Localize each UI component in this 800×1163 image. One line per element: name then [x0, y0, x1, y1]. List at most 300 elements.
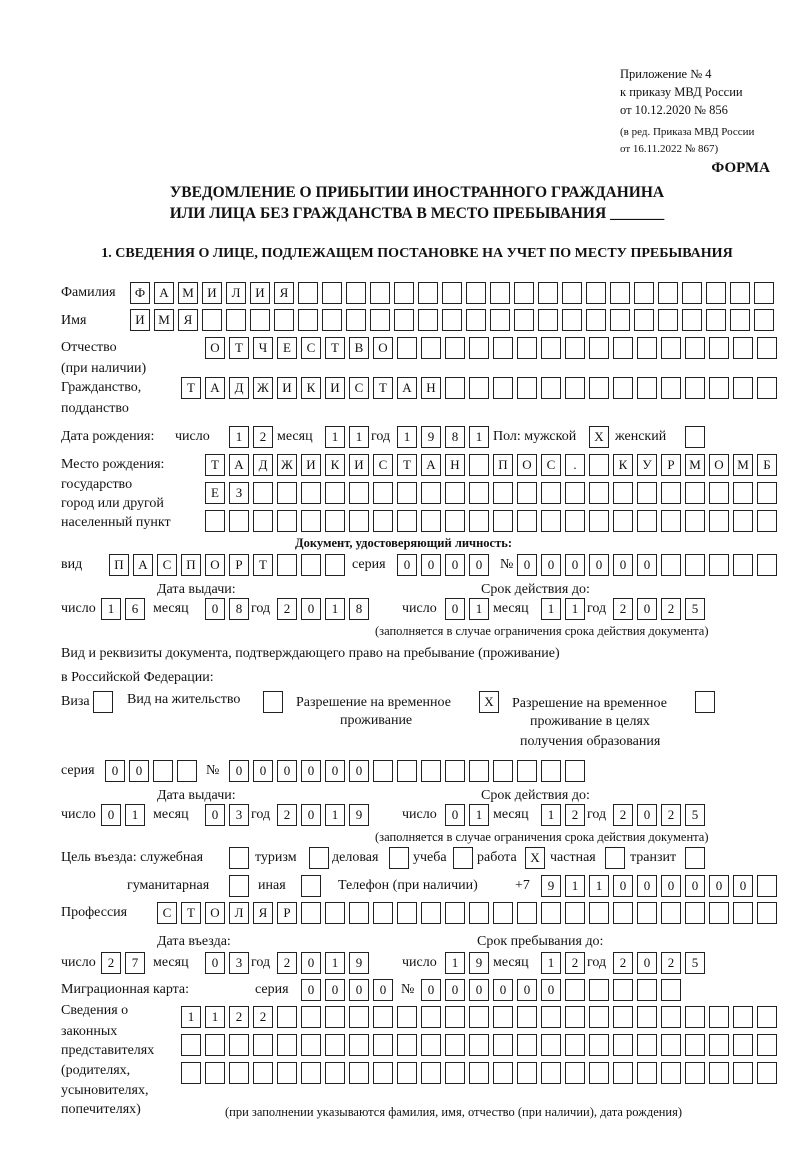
field-citizenship-cell[interactable]	[685, 377, 705, 399]
field-surname-cell[interactable]: Я	[274, 282, 294, 304]
field-birth-year-cell[interactable]: 9	[421, 426, 441, 448]
field-reps-row2-cell[interactable]	[517, 1034, 537, 1056]
field-citizenship-cell[interactable]	[757, 377, 777, 399]
field-citizenship-cell[interactable]: И	[277, 377, 297, 399]
field-patronymic-cell[interactable]	[493, 337, 513, 359]
field-id-number-cell[interactable]: 0	[637, 554, 657, 576]
field-id-series-cell[interactable]: 0	[421, 554, 441, 576]
field-name-cell[interactable]	[250, 309, 270, 331]
field-mc-series-cell[interactable]: 0	[301, 979, 321, 1001]
field-mc-number-cell[interactable]	[637, 979, 657, 1001]
field-birthplace-row1-cell[interactable]: С	[541, 454, 561, 476]
field-id-issue-month-cell[interactable]: 0	[205, 598, 225, 620]
field-name-cell[interactable]	[706, 309, 726, 331]
field-surname-cell[interactable]	[610, 282, 630, 304]
field-birth-year-cell[interactable]: 1	[397, 426, 417, 448]
field-surname-cell[interactable]	[586, 282, 606, 304]
field-patronymic-cell[interactable]	[733, 337, 753, 359]
field-reps-row2-cell[interactable]	[469, 1034, 489, 1056]
field-name-cell[interactable]	[682, 309, 702, 331]
field-reps-row2-cell[interactable]	[301, 1034, 321, 1056]
field-entry-day-cell[interactable]: 2	[101, 952, 121, 974]
field-reps-row1-cell[interactable]	[637, 1006, 657, 1028]
field-stay-issue-year-cell[interactable]: 1	[325, 804, 345, 826]
field-reps-row3-cell[interactable]	[445, 1062, 465, 1084]
field-id-kind-cell[interactable]	[301, 554, 321, 576]
field-entry-day-cell[interactable]: 7	[125, 952, 145, 974]
field-name-cell[interactable]	[538, 309, 558, 331]
field-name-cell[interactable]: Я	[178, 309, 198, 331]
field-profession-cell[interactable]: Р	[277, 902, 297, 924]
field-surname-cell[interactable]	[298, 282, 318, 304]
field-surname-cell[interactable]: Ф	[130, 282, 150, 304]
field-name-cell[interactable]	[442, 309, 462, 331]
field-birthplace-row2-cell[interactable]: З	[229, 482, 249, 504]
field-birthplace-row1-cell[interactable]: О	[709, 454, 729, 476]
field-birthplace-row3-cell[interactable]	[445, 510, 465, 532]
field-reps-row3-cell[interactable]	[661, 1062, 681, 1084]
field-profession-cell[interactable]	[397, 902, 417, 924]
field-citizenship-cell[interactable]	[637, 377, 657, 399]
field-name-cell[interactable]	[562, 309, 582, 331]
field-citizenship-cell[interactable]: С	[349, 377, 369, 399]
field-reps-row1-cell[interactable]	[421, 1006, 441, 1028]
field-patronymic-cell[interactable]: О	[373, 337, 393, 359]
field-stay-series-cell[interactable]: 0	[105, 760, 125, 782]
field-id-number-cell[interactable]	[733, 554, 753, 576]
field-entry-year-cell[interactable]: 9	[349, 952, 369, 974]
field-stay-issue-year-cell[interactable]: 9	[349, 804, 369, 826]
field-birth-year-cell[interactable]: 8	[445, 426, 465, 448]
field-birthplace-row1-cell[interactable]: А	[229, 454, 249, 476]
field-birthplace-row3-cell[interactable]	[253, 510, 273, 532]
field-birthplace-row3-cell[interactable]	[373, 510, 393, 532]
field-profession-cell[interactable]	[541, 902, 561, 924]
field-reps-row2-cell[interactable]	[421, 1034, 441, 1056]
field-birth-day-cell[interactable]: 2	[253, 426, 273, 448]
field-phone-cell[interactable]: 0	[709, 875, 729, 897]
field-name-cell[interactable]: М	[154, 309, 174, 331]
field-phone-cell[interactable]: 1	[589, 875, 609, 897]
field-birthplace-row2-cell[interactable]	[445, 482, 465, 504]
field-reps-row2-cell[interactable]	[709, 1034, 729, 1056]
field-birthplace-row3-cell[interactable]	[709, 510, 729, 532]
field-patronymic-cell[interactable]: Ч	[253, 337, 273, 359]
field-phone-cell[interactable]: 0	[661, 875, 681, 897]
field-mc-series-cell[interactable]: 0	[373, 979, 393, 1001]
field-surname-cell[interactable]	[490, 282, 510, 304]
field-surname-cell[interactable]	[346, 282, 366, 304]
field-citizenship-cell[interactable]	[709, 377, 729, 399]
field-reps-row3-cell[interactable]	[205, 1062, 225, 1084]
field-stay-valid-day-cell[interactable]: 0	[445, 804, 465, 826]
field-profession-cell[interactable]: Я	[253, 902, 273, 924]
field-patronymic-cell[interactable]	[613, 337, 633, 359]
field-id-valid-month-cell[interactable]: 1	[565, 598, 585, 620]
field-profession-cell[interactable]	[349, 902, 369, 924]
field-reps-row3-cell[interactable]	[517, 1062, 537, 1084]
field-name-cell[interactable]	[610, 309, 630, 331]
field-birthplace-row1-cell[interactable]: Д	[253, 454, 273, 476]
field-stay-issue-month-cell[interactable]: 3	[229, 804, 249, 826]
field-birthplace-row2-cell[interactable]	[277, 482, 297, 504]
field-reps-row1-cell[interactable]	[613, 1006, 633, 1028]
field-surname-cell[interactable]	[322, 282, 342, 304]
field-id-number-cell[interactable]: 0	[589, 554, 609, 576]
field-id-issue-year-cell[interactable]: 8	[349, 598, 369, 620]
field-id-number-cell[interactable]: 0	[565, 554, 585, 576]
field-citizenship-cell[interactable]	[589, 377, 609, 399]
field-id-issue-month-cell[interactable]: 8	[229, 598, 249, 620]
field-name-cell[interactable]	[586, 309, 606, 331]
field-stay-valid-year-cell[interactable]: 0	[637, 804, 657, 826]
field-surname-cell[interactable]: А	[154, 282, 174, 304]
field-purpose-business-cell[interactable]	[389, 847, 409, 869]
field-profession-cell[interactable]	[373, 902, 393, 924]
field-reps-row2-cell[interactable]	[181, 1034, 201, 1056]
field-birthplace-row2-cell[interactable]	[637, 482, 657, 504]
field-profession-cell[interactable]: Л	[229, 902, 249, 924]
field-birthplace-row2-cell[interactable]	[493, 482, 513, 504]
field-reps-row1-cell[interactable]	[301, 1006, 321, 1028]
field-surname-cell[interactable]	[706, 282, 726, 304]
field-patronymic-cell[interactable]: Е	[277, 337, 297, 359]
field-reps-row1-cell[interactable]: 2	[229, 1006, 249, 1028]
field-doc-temp-cell[interactable]: X	[479, 691, 499, 713]
field-birthplace-row1-cell[interactable]: Р	[661, 454, 681, 476]
field-birthplace-row3-cell[interactable]	[613, 510, 633, 532]
field-surname-cell[interactable]	[730, 282, 750, 304]
field-stay-number-cell[interactable]: 0	[229, 760, 249, 782]
field-name-cell[interactable]	[370, 309, 390, 331]
field-until-month-cell[interactable]: 1	[541, 952, 561, 974]
field-phone-cell[interactable]: 0	[733, 875, 753, 897]
field-patronymic-cell[interactable]: Т	[325, 337, 345, 359]
field-surname-cell[interactable]: И	[202, 282, 222, 304]
field-birthplace-row2-cell[interactable]	[469, 482, 489, 504]
field-reps-row3-cell[interactable]	[613, 1062, 633, 1084]
field-profession-cell[interactable]	[589, 902, 609, 924]
field-profession-cell[interactable]	[421, 902, 441, 924]
field-birthplace-row3-cell[interactable]	[325, 510, 345, 532]
field-birthplace-row3-cell[interactable]	[229, 510, 249, 532]
field-purpose-service-cell[interactable]	[229, 847, 249, 869]
field-birthplace-row2-cell[interactable]	[757, 482, 777, 504]
field-id-issue-year-cell[interactable]: 1	[325, 598, 345, 620]
field-id-number-cell[interactable]: 0	[541, 554, 561, 576]
field-reps-row1-cell[interactable]	[517, 1006, 537, 1028]
field-birthplace-row3-cell[interactable]	[517, 510, 537, 532]
field-purpose-other-cell[interactable]	[301, 875, 321, 897]
field-patronymic-cell[interactable]	[757, 337, 777, 359]
field-profession-cell[interactable]	[637, 902, 657, 924]
field-reps-row1-cell[interactable]: 2	[253, 1006, 273, 1028]
field-birth-day-cell[interactable]: 1	[229, 426, 249, 448]
field-birthplace-row2-cell[interactable]	[373, 482, 393, 504]
field-birthplace-row3-cell[interactable]	[565, 510, 585, 532]
field-patronymic-cell[interactable]	[661, 337, 681, 359]
field-birthplace-row2-cell[interactable]	[589, 482, 609, 504]
field-birthplace-row3-cell[interactable]	[349, 510, 369, 532]
field-birthplace-row3-cell[interactable]	[205, 510, 225, 532]
field-reps-row1-cell[interactable]	[397, 1006, 417, 1028]
field-patronymic-cell[interactable]: О	[205, 337, 225, 359]
field-reps-row2-cell[interactable]	[757, 1034, 777, 1056]
field-stay-series-cell[interactable]	[153, 760, 173, 782]
field-reps-row3-cell[interactable]	[469, 1062, 489, 1084]
field-mc-number-cell[interactable]: 0	[517, 979, 537, 1001]
field-stay-valid-year-cell[interactable]: 5	[685, 804, 705, 826]
field-id-series-cell[interactable]: 0	[469, 554, 489, 576]
field-profession-cell[interactable]	[757, 902, 777, 924]
field-birthplace-row1-cell[interactable]: С	[373, 454, 393, 476]
field-name-cell[interactable]	[634, 309, 654, 331]
field-reps-row3-cell[interactable]	[493, 1062, 513, 1084]
field-reps-row3-cell[interactable]	[709, 1062, 729, 1084]
field-reps-row3-cell[interactable]	[421, 1062, 441, 1084]
field-birthplace-row3-cell[interactable]	[589, 510, 609, 532]
field-reps-row2-cell[interactable]	[349, 1034, 369, 1056]
field-reps-row2-cell[interactable]	[637, 1034, 657, 1056]
field-reps-row1-cell[interactable]	[733, 1006, 753, 1028]
field-stay-issue-day-cell[interactable]: 0	[101, 804, 121, 826]
field-citizenship-cell[interactable]: Ж	[253, 377, 273, 399]
field-reps-row3-cell[interactable]	[301, 1062, 321, 1084]
field-citizenship-cell[interactable]: Т	[181, 377, 201, 399]
field-birth-year-cell[interactable]: 1	[469, 426, 489, 448]
field-citizenship-cell[interactable]: Н	[421, 377, 441, 399]
field-surname-cell[interactable]	[394, 282, 414, 304]
field-citizenship-cell[interactable]	[469, 377, 489, 399]
field-stay-number-cell[interactable]: 0	[253, 760, 273, 782]
field-until-year-cell[interactable]: 2	[613, 952, 633, 974]
field-reps-row3-cell[interactable]	[637, 1062, 657, 1084]
field-name-cell[interactable]	[514, 309, 534, 331]
field-reps-row2-cell[interactable]	[733, 1034, 753, 1056]
field-until-year-cell[interactable]: 0	[637, 952, 657, 974]
field-id-kind-cell[interactable]: С	[157, 554, 177, 576]
field-patronymic-cell[interactable]	[397, 337, 417, 359]
field-stay-valid-year-cell[interactable]: 2	[661, 804, 681, 826]
field-birthplace-row2-cell[interactable]	[397, 482, 417, 504]
field-reps-row2-cell[interactable]	[205, 1034, 225, 1056]
field-reps-row2-cell[interactable]	[661, 1034, 681, 1056]
field-doc-residence-cell[interactable]	[263, 691, 283, 713]
field-reps-row3-cell[interactable]	[565, 1062, 585, 1084]
field-purpose-work-cell[interactable]: X	[525, 847, 545, 869]
field-patronymic-cell[interactable]	[685, 337, 705, 359]
field-id-issue-day-cell[interactable]: 6	[125, 598, 145, 620]
field-purpose-tourism-cell[interactable]	[309, 847, 329, 869]
field-stay-valid-day-cell[interactable]: 1	[469, 804, 489, 826]
field-until-day-cell[interactable]: 9	[469, 952, 489, 974]
field-patronymic-cell[interactable]	[637, 337, 657, 359]
field-reps-row2-cell[interactable]	[277, 1034, 297, 1056]
field-patronymic-cell[interactable]: Т	[229, 337, 249, 359]
field-name-cell[interactable]	[490, 309, 510, 331]
field-patronymic-cell[interactable]	[709, 337, 729, 359]
field-mc-number-cell[interactable]: 0	[469, 979, 489, 1001]
field-citizenship-cell[interactable]	[661, 377, 681, 399]
field-id-kind-cell[interactable]: Т	[253, 554, 273, 576]
field-birthplace-row3-cell[interactable]	[757, 510, 777, 532]
field-reps-row3-cell[interactable]	[733, 1062, 753, 1084]
field-purpose-transit-cell[interactable]	[685, 847, 705, 869]
field-reps-row1-cell[interactable]	[349, 1006, 369, 1028]
field-surname-cell[interactable]	[538, 282, 558, 304]
field-birthplace-row1-cell[interactable]: Т	[205, 454, 225, 476]
field-until-year-cell[interactable]: 2	[661, 952, 681, 974]
field-birthplace-row1-cell[interactable]: А	[421, 454, 441, 476]
field-entry-year-cell[interactable]: 1	[325, 952, 345, 974]
field-id-number-cell[interactable]	[709, 554, 729, 576]
field-reps-row2-cell[interactable]	[685, 1034, 705, 1056]
field-mc-number-cell[interactable]	[613, 979, 633, 1001]
field-citizenship-cell[interactable]	[541, 377, 561, 399]
field-birthplace-row2-cell[interactable]	[733, 482, 753, 504]
field-profession-cell[interactable]	[661, 902, 681, 924]
field-doc-visa-cell[interactable]	[93, 691, 113, 713]
field-reps-row1-cell[interactable]	[709, 1006, 729, 1028]
field-stay-number-cell[interactable]: 0	[301, 760, 321, 782]
field-reps-row3-cell[interactable]	[325, 1062, 345, 1084]
field-surname-cell[interactable]	[442, 282, 462, 304]
field-birthplace-row3-cell[interactable]	[421, 510, 441, 532]
field-mc-number-cell[interactable]	[589, 979, 609, 1001]
field-reps-row2-cell[interactable]	[373, 1034, 393, 1056]
field-reps-row2-cell[interactable]	[613, 1034, 633, 1056]
field-name-cell[interactable]	[418, 309, 438, 331]
field-birthplace-row1-cell[interactable]: М	[733, 454, 753, 476]
field-birthplace-row1-cell[interactable]: К	[613, 454, 633, 476]
field-patronymic-cell[interactable]	[469, 337, 489, 359]
field-stay-number-cell[interactable]	[445, 760, 465, 782]
field-until-day-cell[interactable]: 1	[445, 952, 465, 974]
field-reps-row2-cell[interactable]	[253, 1034, 273, 1056]
field-reps-row1-cell[interactable]: 1	[205, 1006, 225, 1028]
field-id-kind-cell[interactable]	[277, 554, 297, 576]
field-entry-year-cell[interactable]: 2	[277, 952, 297, 974]
field-mc-number-cell[interactable]: 0	[421, 979, 441, 1001]
field-stay-number-cell[interactable]: 0	[349, 760, 369, 782]
field-birthplace-row3-cell[interactable]	[661, 510, 681, 532]
field-id-issue-day-cell[interactable]: 1	[101, 598, 121, 620]
field-birthplace-row3-cell[interactable]	[541, 510, 561, 532]
field-birthplace-row1-cell[interactable]	[589, 454, 609, 476]
field-reps-row3-cell[interactable]	[541, 1062, 561, 1084]
field-birthplace-row1-cell[interactable]: Ж	[277, 454, 297, 476]
field-profession-cell[interactable]: О	[205, 902, 225, 924]
field-profession-cell[interactable]	[613, 902, 633, 924]
field-mc-series-cell[interactable]: 0	[349, 979, 369, 1001]
field-name-cell[interactable]	[322, 309, 342, 331]
field-reps-row1-cell[interactable]	[685, 1006, 705, 1028]
field-entry-month-cell[interactable]: 0	[205, 952, 225, 974]
field-reps-row2-cell[interactable]	[325, 1034, 345, 1056]
field-id-number-cell[interactable]: 0	[613, 554, 633, 576]
field-citizenship-cell[interactable]	[733, 377, 753, 399]
field-stay-number-cell[interactable]	[421, 760, 441, 782]
field-patronymic-cell[interactable]	[589, 337, 609, 359]
field-citizenship-cell[interactable]: А	[205, 377, 225, 399]
field-phone-cell[interactable]: 0	[685, 875, 705, 897]
field-citizenship-cell[interactable]	[565, 377, 585, 399]
field-birthplace-row2-cell[interactable]	[709, 482, 729, 504]
field-name-cell[interactable]	[226, 309, 246, 331]
field-mc-number-cell[interactable]: 0	[445, 979, 465, 1001]
field-birthplace-row2-cell[interactable]	[421, 482, 441, 504]
field-birthplace-row1-cell[interactable]: .	[565, 454, 585, 476]
field-name-cell[interactable]	[274, 309, 294, 331]
field-id-number-cell[interactable]	[661, 554, 681, 576]
field-birthplace-row2-cell[interactable]	[517, 482, 537, 504]
field-birthplace-row3-cell[interactable]	[397, 510, 417, 532]
field-name-cell[interactable]	[754, 309, 774, 331]
field-profession-cell[interactable]	[469, 902, 489, 924]
field-reps-row2-cell[interactable]	[589, 1034, 609, 1056]
field-surname-cell[interactable]: И	[250, 282, 270, 304]
field-birthplace-row1-cell[interactable]: Т	[397, 454, 417, 476]
field-reps-row2-cell[interactable]	[445, 1034, 465, 1056]
field-citizenship-cell[interactable]: Т	[373, 377, 393, 399]
field-id-valid-year-cell[interactable]: 5	[685, 598, 705, 620]
field-phone-cell[interactable]	[757, 875, 777, 897]
field-stay-valid-month-cell[interactable]: 1	[541, 804, 561, 826]
field-reps-row2-cell[interactable]	[565, 1034, 585, 1056]
field-stay-valid-year-cell[interactable]: 2	[613, 804, 633, 826]
field-stay-number-cell[interactable]	[493, 760, 513, 782]
field-patronymic-cell[interactable]: С	[301, 337, 321, 359]
field-citizenship-cell[interactable]: И	[325, 377, 345, 399]
field-birthplace-row1-cell[interactable]: О	[517, 454, 537, 476]
field-stay-number-cell[interactable]	[565, 760, 585, 782]
field-stay-issue-month-cell[interactable]: 0	[205, 804, 225, 826]
field-surname-cell[interactable]: М	[178, 282, 198, 304]
field-birthplace-row2-cell[interactable]	[685, 482, 705, 504]
field-stay-number-cell[interactable]	[469, 760, 489, 782]
field-id-valid-month-cell[interactable]: 1	[541, 598, 561, 620]
field-profession-cell[interactable]	[493, 902, 513, 924]
field-surname-cell[interactable]	[634, 282, 654, 304]
field-surname-cell[interactable]	[682, 282, 702, 304]
field-profession-cell[interactable]	[685, 902, 705, 924]
field-name-cell[interactable]	[346, 309, 366, 331]
field-reps-row3-cell[interactable]	[253, 1062, 273, 1084]
field-mc-number-cell[interactable]: 0	[493, 979, 513, 1001]
field-reps-row1-cell[interactable]	[565, 1006, 585, 1028]
field-reps-row3-cell[interactable]	[229, 1062, 249, 1084]
field-birthplace-row2-cell[interactable]	[565, 482, 585, 504]
field-id-series-cell[interactable]: 0	[445, 554, 465, 576]
field-id-kind-cell[interactable]: О	[205, 554, 225, 576]
field-reps-row1-cell[interactable]	[661, 1006, 681, 1028]
field-entry-year-cell[interactable]: 0	[301, 952, 321, 974]
field-citizenship-cell[interactable]	[493, 377, 513, 399]
field-stay-series-cell[interactable]	[177, 760, 197, 782]
field-birthplace-row1-cell[interactable]: И	[349, 454, 369, 476]
field-id-issue-year-cell[interactable]: 0	[301, 598, 321, 620]
field-stay-number-cell[interactable]: 0	[277, 760, 297, 782]
field-name-cell[interactable]	[658, 309, 678, 331]
field-phone-cell[interactable]: 0	[637, 875, 657, 897]
field-doc-edu-cell[interactable]	[695, 691, 715, 713]
field-patronymic-cell[interactable]	[541, 337, 561, 359]
field-id-number-cell[interactable]: 0	[517, 554, 537, 576]
field-reps-row2-cell[interactable]	[541, 1034, 561, 1056]
field-phone-cell[interactable]: 0	[613, 875, 633, 897]
field-birthplace-row1-cell[interactable]: У	[637, 454, 657, 476]
field-id-kind-cell[interactable]	[325, 554, 345, 576]
